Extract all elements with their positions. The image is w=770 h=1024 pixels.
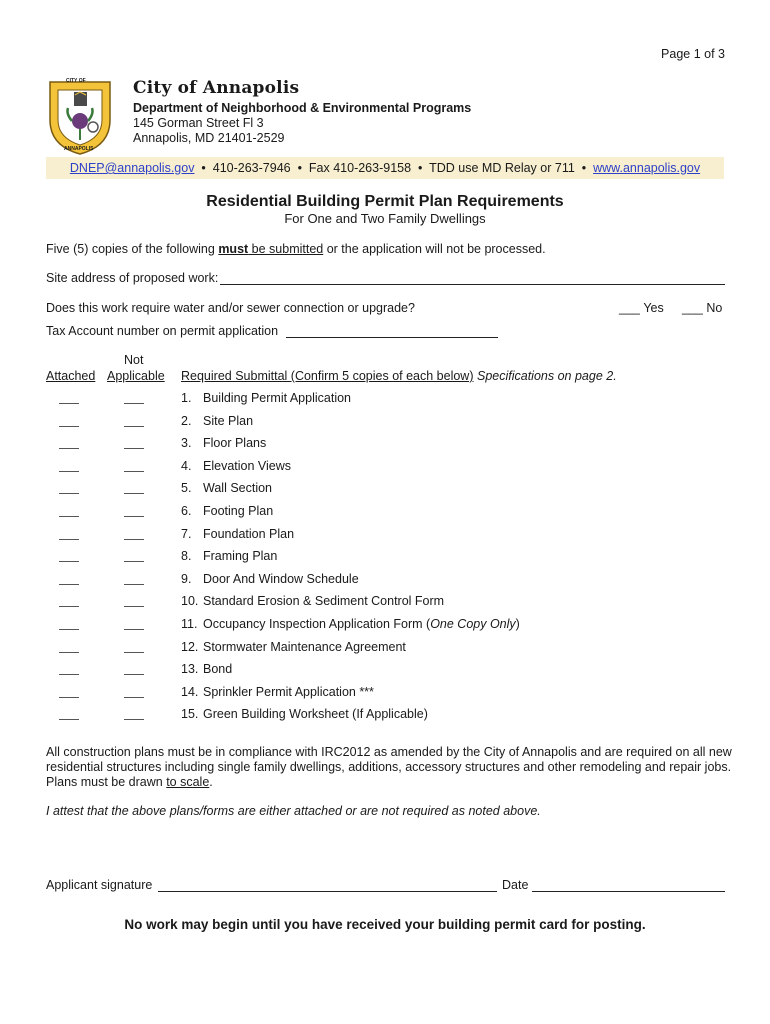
seal-top-text: CITY OF [66, 78, 86, 84]
item-number: 4. [181, 459, 192, 473]
website-link[interactable]: www.annapolis.gov [593, 161, 701, 175]
attached-checkbox-line[interactable] [59, 448, 79, 449]
separator: • [297, 161, 302, 175]
list-item [181, 481, 272, 495]
tax-account-field[interactable] [286, 337, 498, 338]
not-applicable-checkbox-line[interactable] [124, 516, 144, 517]
item-label: Standard Erosion & Sediment Control Form [203, 594, 445, 608]
document-subtitle: For One and Two Family Dwellings [284, 211, 486, 226]
site-address-label: Site address of proposed work: [46, 271, 219, 285]
list-item [181, 594, 444, 608]
item-label: Green Building Worksheet (If Applicable) [203, 707, 428, 721]
date-field[interactable] [532, 891, 725, 892]
signature-field[interactable] [158, 891, 497, 892]
contact-bar [46, 157, 724, 179]
attached-checkbox-line[interactable] [59, 493, 79, 494]
must-emphasis: must [218, 242, 249, 256]
list-item [181, 685, 374, 699]
seal-bottom-text: ANNAPOLIS [64, 146, 94, 152]
attached-checkbox-line[interactable] [59, 516, 79, 517]
not-applicable-checkbox-line[interactable] [124, 629, 144, 630]
item-label: Floor Plans [203, 436, 267, 450]
item-label: Door And Window Schedule [203, 572, 359, 586]
separator: • [581, 161, 587, 175]
to-scale-emphasis: to scale [166, 775, 210, 789]
item-label: Stormwater Maintenance Agreement [203, 640, 406, 654]
fax-number: Fax 410-263-9158 [308, 161, 412, 175]
item-label: Bond [203, 662, 233, 676]
not-applicable-checkbox-line[interactable] [124, 584, 144, 585]
attestation-statement: I attest that the above plans/forms are either attached or are not required as noted above. [46, 804, 541, 818]
not-applicable-checkbox-line[interactable] [124, 539, 144, 540]
item-number: 6. [181, 504, 192, 518]
attached-checkbox-line[interactable] [59, 561, 79, 562]
list-item [181, 640, 406, 654]
not-applicable-checkbox-line[interactable] [124, 471, 144, 472]
item-label: Framing Plan [203, 549, 278, 563]
address-line-1: 145 Gorman Street Fl 3 [133, 116, 264, 130]
water-sewer-question: Does this work require water and/or sewer connection or upgrade? [46, 301, 415, 315]
not-applicable-checkbox-line[interactable] [124, 493, 144, 494]
not-applicable-checkbox-line[interactable] [124, 403, 144, 404]
item-label: Sprinkler Permit Application *** [203, 685, 374, 699]
separator: • [201, 161, 206, 175]
attached-checkbox-line[interactable] [59, 584, 79, 585]
item-label: Footing Plan [203, 504, 274, 518]
tdd-info: TDD use MD Relay or 711 [429, 161, 575, 175]
col-header-applicable: Applicable [107, 369, 165, 383]
department-name: Department of Neighborhood & Environmental Programs [133, 101, 472, 115]
item-label: Wall Section [203, 481, 273, 495]
not-applicable-checkbox-line[interactable] [124, 697, 144, 698]
list-item [181, 707, 428, 721]
list-item [181, 617, 520, 631]
page-number: Page 1 of 3 [661, 47, 725, 61]
list-item [181, 391, 351, 405]
phone-number: 410-263-7946 [212, 161, 291, 175]
item-number: 12. [181, 640, 199, 654]
attached-checkbox-line[interactable] [59, 697, 79, 698]
attached-checkbox-line[interactable] [59, 674, 79, 675]
city-seal-logo [46, 76, 114, 156]
no-option[interactable]: ___ No [682, 301, 723, 315]
not-applicable-checkbox-line[interactable] [124, 652, 144, 653]
attached-checkbox-line[interactable] [59, 471, 79, 472]
item-label: Site Plan [203, 414, 254, 428]
city-title: City of Annapolis [133, 78, 300, 98]
item-number: 5. [181, 481, 192, 495]
list-item [181, 414, 253, 428]
not-applicable-checkbox-line[interactable] [124, 674, 144, 675]
separator: • [418, 161, 423, 175]
item-number: 15. [181, 707, 199, 721]
item-number: 13. [181, 662, 199, 676]
item-number: 14. [181, 685, 199, 699]
item-suffix: ) [515, 617, 520, 631]
footer-notice: No work may begin until you have received your building permit card for posting. [124, 917, 646, 932]
document-title: Residential Building Permit Plan Requirements [206, 193, 564, 210]
yes-option[interactable]: ___ Yes [619, 301, 664, 315]
list-item [181, 662, 232, 676]
not-applicable-checkbox-line[interactable] [124, 426, 144, 427]
item-label: Foundation Plan [203, 527, 295, 541]
item-label: Occupancy Inspection Application Form ( [203, 617, 431, 631]
not-applicable-checkbox-line[interactable] [124, 561, 144, 562]
item-number: 11. [181, 617, 198, 631]
attached-checkbox-line[interactable] [59, 719, 79, 720]
tax-account-label: Tax Account number on permit application [46, 324, 279, 338]
attached-checkbox-line[interactable] [59, 606, 79, 607]
item-number: 9. [181, 572, 192, 586]
signature-label: Applicant signature [46, 878, 153, 892]
attached-checkbox-line[interactable] [59, 629, 79, 630]
address-line-2: Annapolis, MD 21401-2529 [133, 131, 285, 145]
item-number: 8. [181, 549, 192, 563]
attached-checkbox-line[interactable] [59, 426, 79, 427]
item-number: 7. [181, 527, 192, 541]
item-number: 1. [181, 391, 192, 405]
item-number: 3. [181, 436, 192, 450]
attached-checkbox-line[interactable] [59, 403, 79, 404]
not-applicable-checkbox-line[interactable] [124, 606, 144, 607]
not-applicable-checkbox-line[interactable] [124, 448, 144, 449]
col-header-not: Not [124, 353, 144, 367]
item-label: Building Permit Application [203, 391, 351, 405]
list-item [181, 527, 294, 541]
intro-text: Five (5) copies of the following must be submitted or the application will not be processed. [46, 242, 546, 256]
item-number: 2. [181, 414, 192, 428]
list-item [181, 572, 359, 586]
date-label: Date [502, 878, 529, 892]
site-address-field[interactable] [220, 284, 725, 285]
col-header-required: Required Submittal (Confirm 5 copies of each below) Specifications on page 2. [181, 369, 617, 383]
item-number: 10. [181, 594, 199, 608]
not-applicable-checkbox-line[interactable] [124, 719, 144, 720]
col-header-attached: Attached [46, 369, 96, 383]
item-label: Elevation Views [203, 459, 292, 473]
list-item [181, 504, 273, 518]
item-note: One Copy Only [430, 617, 516, 631]
list-item [181, 436, 266, 450]
attached-checkbox-line[interactable] [59, 539, 79, 540]
attached-checkbox-line[interactable] [59, 652, 79, 653]
list-item [181, 459, 291, 473]
list-item [181, 549, 277, 563]
email-link[interactable]: DNEP@annapolis.gov [69, 161, 195, 175]
compliance-paragraph: All construction plans must be in compliance with IRC2012 as amended by the City of Annapolis and are required on all new residential structures including single family dwellings, additions, accessory structures and other remodeling and repair jobs. Plans must be drawn to scale. [46, 745, 732, 789]
